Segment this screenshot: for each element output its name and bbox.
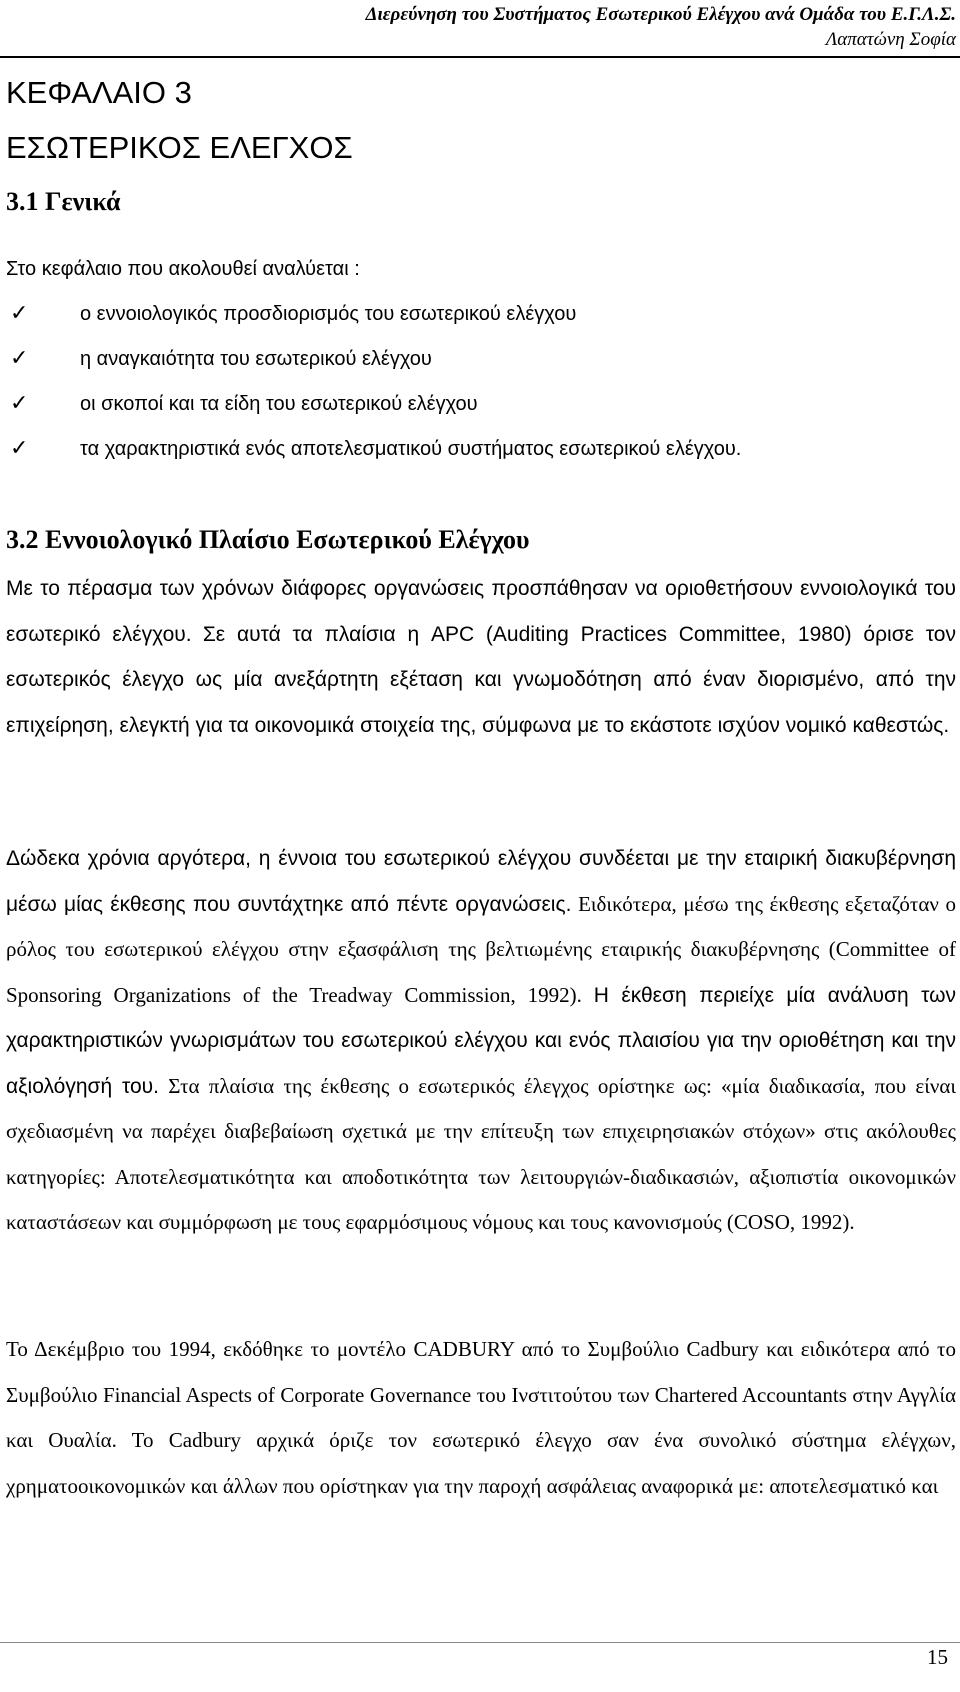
paragraph-2-part-b: Ειδικότερα, μέσω της έκθεσης εξεταζόταν ο ρόλος του εσωτερικού ελέγχου στην εξασφάλιση της βελτιωμένης εταιρικής διακυβέρνησης (Committee of Sponsoring Organizations of the Treadway Commission, 1992). [6,891,956,1007]
list-item [6,342,956,387]
section-3-1-body [6,252,956,477]
list-item [6,387,956,432]
paragraph-2 [6,836,956,1246]
paragraph-1-part-b: Σε αυτά τα πλαίσια η APC (Auditing Practices Committee, 1980) όρισε τον εσωτερικός έλεγχο ως μία ανεξάρτητη εξέταση και γνωμοδότηση από έναν διορισμένο, από την επιχείρηση, ελεγκτή για τα οικονομικά στοιχεία της, σύμφωνα με το εκάστοτε ισχύον νομικό καθεστώς. [6,622,956,737]
list-item [6,432,956,477]
list-item-text: ο εννοιολογικός προσδιορισμός του εσωτερικού ελέγχου [80,303,577,325]
header-author: Λαπατώνη Σοφία [825,29,956,50]
section-heading-3-1: 3.1 Γενικά [6,187,121,216]
page-number: 15 [927,1645,948,1669]
chapter-number: ΚΕΦΑΛΑΙΟ 3 [6,75,192,110]
list-item-text: τα χαρακτηριστικά ενός αποτελεσματικού συστήματος εσωτερικού ελέγχου. [80,438,742,460]
check-icon: ✓ [10,346,29,371]
paragraph-2-part-a: Δώδεκα χρόνια αργότερα, η έννοια του εσωτερικού ελέγχου συνδέεται με την εταιρική διακυβέρνηση μέσω μίας έκθεσης που συντάχτηκε από πέντε οργανώσεις. [6,847,956,916]
paragraph-3: Το Δεκέμβριο του 1994, εκδόθηκε το μοντέλο CADBURY από το Συμβούλιο Cadbury και ειδικότερα από το Συμβούλιο Financial Aspects of Corporate Governance του Ινστιτούτου των Chartered Accountants στην Αγγλία και Ουαλία. Το Cadbury αρχικά όριζε τον εσωτερικό έλεγχο σαν ένα συνολικό σύστημα ελέγχων, χρηματοοικονομικών και άλλων που ορίστηκαν για την παροχή ασφάλειας αναφορικά με: αποτελεσματικό και [6,1337,956,1498]
paragraph-2-part-d: Στα πλαίσια της έκθεσης ο εσωτερικός έλεγχος ορίστηκε ως: «μία διαδικασία, που είναι σχεδιασμένη να παρέχει διαβεβαίωση σχετικά με την επίτευξη των επιχειρησιακών στόχων» στις ακόλουθες κατηγορίες: Αποτελεσματικότητα και αποδοτικότητα των λειτουργιών-διαδικασιών, αξιοπιστία οικονομικών καταστάσεων και συμμόρφωση με τους εφαρμόσιμους νόμους και τους κανονισμούς (COSO, 1992). [6,1073,957,1234]
running-header [156,2,956,52]
checklist [6,297,956,477]
check-icon: ✓ [10,391,29,416]
check-icon: ✓ [10,436,29,461]
paragraph-1-part-a: Με το πέρασμα των χρόνων διάφορες οργανώσεις προσπάθησαν να οριοθετήσουν εννοιολογικά του εσωτερικό ελέγχου. [6,577,956,646]
header-rule [0,56,960,58]
intro-sentence: Στο κεφάλαιο που ακολουθεί αναλύεται : [6,258,360,280]
footer-rule [0,1642,960,1643]
paragraph-1 [6,566,956,748]
chapter-title: ΕΣΩΤΕΡΙΚΟΣ ΕΛΕΓΧΟΣ [6,130,353,165]
list-item-text: η αναγκαιότητα του εσωτερικού ελέγχου [80,348,432,370]
paragraph-2-part-c: Η έκθεση περιείχε μία ανάλυση των χαρακτηριστικών γνωρισμάτων του εσωτερικού ελέγχου και ενός πλαισίου για την οριοθέτηση και την αξιολόγησή του. [6,983,957,1098]
list-item [6,297,956,342]
section-heading-3-2: 3.2 Εννοιολογικό Πλαίσιο Εσωτερικού Ελέγχου [6,525,530,554]
header-title: Διερεύνηση του Συστήματος Εσωτερικού Ελέγχου ανά Ομάδα του Ε.Γ.Λ.Σ. [365,4,956,25]
list-item-text: οι σκοποί και τα είδη του εσωτερικού ελέγχου [80,393,478,415]
check-icon: ✓ [10,301,29,326]
